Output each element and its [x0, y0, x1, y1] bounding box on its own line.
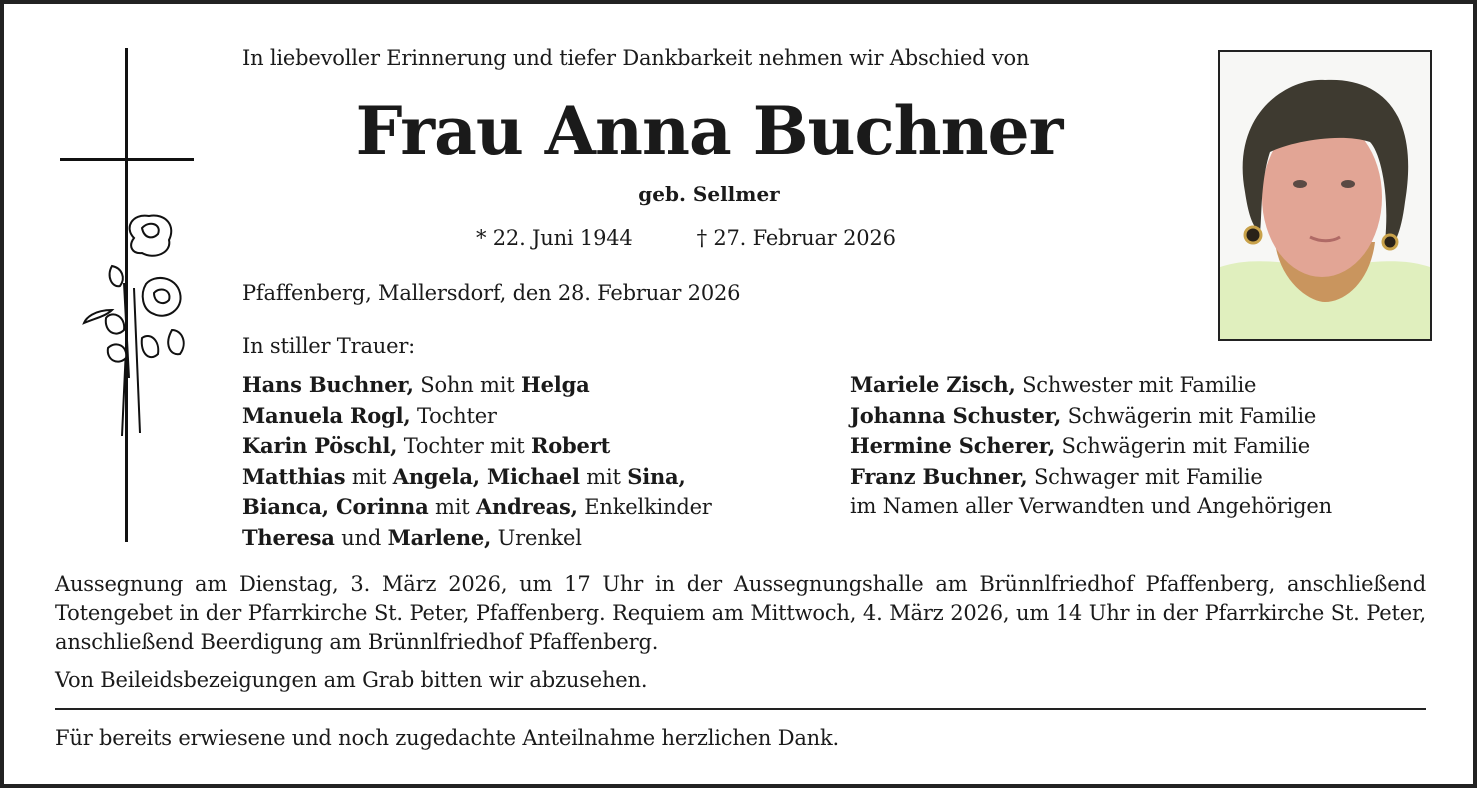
mourner-line — [242, 370, 712, 401]
service-details: Aussegnung am Dienstag, 3. März 2026, um 17 Uhr in der Aussegnungshalle am Brünnlfriedhof Pfaffenberg, anschließend Totengebet in der Pfarrkirche St. Peter, Pfaffenberg. Requiem am Mittwoch, 4. März 2026, um 14 Uhr in der Pfarrkirche St. Peter, anschließend Beerdigung am Brünnlfriedhof Pfaffenberg. — [55, 572, 1426, 654]
mourners-right — [850, 370, 1332, 522]
divider — [55, 708, 1426, 710]
mourner-name: Franz Buchner, — [850, 463, 1028, 489]
mourner-name: Hans Buchner, — [242, 372, 414, 397]
mourner-name: Angela, Michael — [392, 463, 580, 489]
mourner-relation: Schwester mit Familie — [1015, 373, 1257, 397]
portrait-photo — [1218, 50, 1432, 341]
mourner-relation: Schwager mit Familie — [1027, 464, 1263, 489]
mourner-name: Andreas, — [475, 494, 578, 520]
mourner-line — [242, 401, 712, 432]
condolence-note: Von Beileidsbezeigungen am Grab bitten wir abzusehen. — [55, 668, 648, 692]
mourner-relation: mit — [428, 495, 476, 520]
place-date: Pfaffenberg, Mallersdorf, den 28. Februar 2026 — [242, 281, 741, 305]
mourner-name: Karin Pöschl, — [242, 433, 398, 459]
mourner-relation: mit — [345, 464, 393, 489]
mourners-left — [242, 370, 712, 554]
mourner-name: Hermine Scherer, — [850, 433, 1056, 459]
mourner-line — [850, 401, 1332, 432]
mourner-name: Johanna Schuster, — [850, 402, 1062, 428]
mourner-line — [850, 370, 1332, 401]
mourner-relation: Urenkel — [491, 525, 582, 550]
mourner-name: Manuela Rogl, — [242, 402, 411, 428]
mourner-name: Mariele Zisch, — [850, 372, 1016, 397]
mourning-label: In stiller Trauer: — [242, 334, 416, 358]
mourner-line — [242, 431, 712, 462]
death-date: † 27. Februar 2026 — [696, 226, 896, 250]
birth-date: * 22. Juni 1944 — [476, 226, 633, 250]
mourner-relation: im Namen aller Verwandten und Angehörigen — [850, 494, 1332, 519]
mourner-name: Robert — [531, 433, 611, 459]
mourner-line — [850, 492, 1332, 522]
intro-text: In liebevoller Erinnerung und tiefer Dankbarkeit nehmen wir Abschied von — [242, 46, 1030, 70]
mourner-line — [242, 492, 712, 523]
mourner-relation: und — [334, 525, 388, 550]
mourner-relation: Schwägerin mit Familie — [1055, 434, 1311, 459]
life-dates — [476, 226, 896, 250]
mourner-name: Marlene, — [387, 524, 492, 550]
mourner-line — [242, 462, 712, 493]
mourner-name: Sina, — [627, 463, 686, 489]
deceased-name: Frau Anna Buchner — [355, 92, 1063, 170]
mourner-name: Helga — [521, 372, 590, 397]
thanks-text: Für bereits erwiesene und noch zugedachte Anteilnahme herzlichen Dank. — [55, 726, 839, 750]
mourner-name: Matthias — [242, 463, 346, 489]
mourner-name: Theresa — [242, 524, 335, 550]
mourner-line — [850, 462, 1332, 493]
mourner-name: Bianca, Corinna — [242, 494, 429, 520]
mourner-relation: Tochter — [410, 403, 497, 428]
mourner-relation: mit — [579, 464, 628, 489]
mourner-relation: Schwägerin mit Familie — [1061, 403, 1317, 428]
mourner-line — [242, 523, 712, 554]
mourner-relation: Enkelkinder — [577, 495, 712, 520]
mourner-line — [850, 431, 1332, 462]
mourner-relation: Sohn mit — [413, 373, 521, 397]
mourner-relation: Tochter mit — [397, 434, 531, 459]
maiden-name: geb. Sellmer — [638, 182, 780, 206]
